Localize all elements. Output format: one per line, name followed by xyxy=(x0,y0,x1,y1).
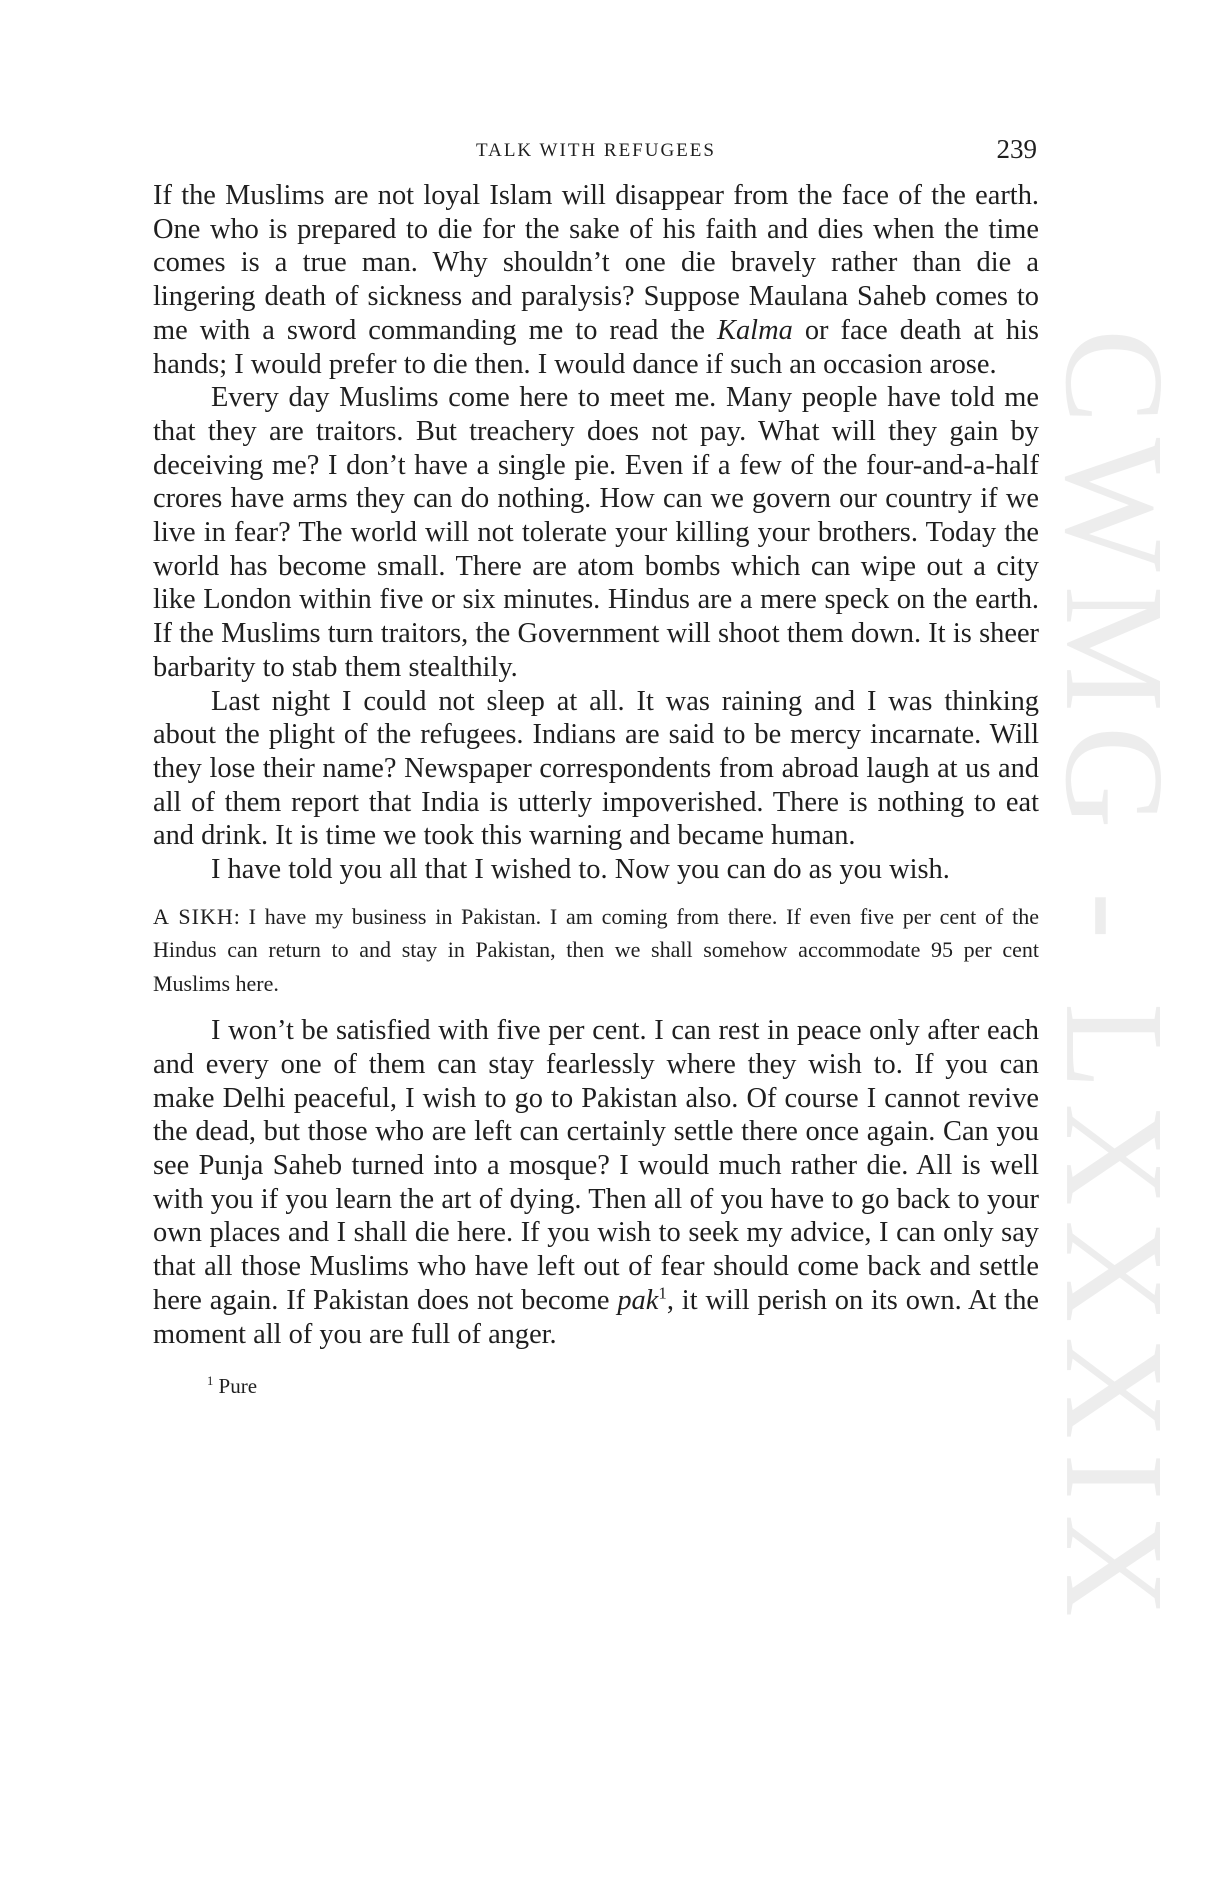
running-title: TALK WITH REFUGEES xyxy=(476,140,716,161)
body-text xyxy=(153,179,1039,1401)
footnote-reference: 1 xyxy=(658,1283,667,1303)
paragraph-1-end: or face death at his hands; I would prefer to die then. I would dance if such an occasion arose. xyxy=(153,314,1039,380)
reply-text-end: , it will perish on its own. At the moment all of you are full of anger. xyxy=(153,1284,1039,1350)
footnote xyxy=(153,1371,1039,1401)
page-number: 239 xyxy=(996,134,1037,164)
reply-text: I won’t be satisfied with five per cent. I can rest in peace only after each and every one of them can stay fearlessly where they wish to. If you can make Delhi peaceful, I wish to go to Pakistan also. Of course I cannot revive the dead, but those who are left can certainly settle there once again. Can you see Punja Saheb turned into a mosque? I would much rather die. All is well with you if you learn the art of dying. Then all of you have to go back to your own places and I shall die here. If you wish to seek my advice, I can only say that all those Muslims who have left out of fear should come back and settle here again. If Pakistan does not become xyxy=(153,1015,1039,1316)
paragraph-2: Every day Muslims come here to meet me. Many people have told me that they are traitors. But treachery does not pay. What will they gain by deceiving me? I don’t have a single pie. Even if a few of the four-and-a-half crores have arms they can do nothing. How can we govern our country if we live in fear? The world will not tolerate your killing your brothers. Today the world has become small. There are atom bombs which can wipe out a city like London within five or six minutes. Hindus are a mere speck on the earth. If the Muslims turn traitors, the Government will shoot them down. It is sheer barbarity to stab them stealthily. xyxy=(153,382,1039,683)
paragraph-4: I have told you all that I wished to. Now you can do as you wish. xyxy=(211,854,950,886)
footnote-text: Pure xyxy=(218,1374,258,1399)
pak-italic: pak xyxy=(617,1284,659,1316)
paragraph-1-text: If the Muslims are not loyal Islam will disappear from the face of the earth. One who is prepared to die for the sake of his faith and dies when the time comes is a true man. Why shouldn’t one die bravely rather than die a lingering death of sickness and paralysis? Suppose Maulana Saheb comes to me with a sword commanding me to read the xyxy=(153,180,1039,346)
watermark-text: CWMG - LXXXIX xyxy=(1036,328,1194,1632)
paragraph-1 xyxy=(153,179,1039,381)
speaker-label: A SIKH xyxy=(153,903,234,929)
sikh-question: A SIKH: I have my business in Pakistan. I am coming from there. If even five per cent of the Hindus can return to and stay in Pakistan, then we shall somehow accommodate 95 per cent Muslims here. xyxy=(153,903,1039,996)
kalma-italic: Kalma xyxy=(717,314,793,346)
watermark xyxy=(1036,328,1194,1632)
sikh-question-text: I have my business in Pakistan. I am coming from there. If even five per cent of the Hindus can return to and stay in Pakistan, then we shall somehow accommodate 95 per cent Muslims here. xyxy=(153,903,1039,996)
running-head xyxy=(155,134,1037,174)
footnote-mark: 1 xyxy=(207,1374,214,1389)
reply-paragraph xyxy=(153,1014,1039,1351)
paragraph-3: Last night I could not sleep at all. It was raining and I was thinking about the plight of the refugees. Indians are said to be mercy incarnate. Will they lose their name? Newspaper correspondents from abroad laugh at us and all of them report that India is utterly impoverished. There is nothing to eat and drink. It is time we took this warning and became human. xyxy=(153,685,1039,852)
